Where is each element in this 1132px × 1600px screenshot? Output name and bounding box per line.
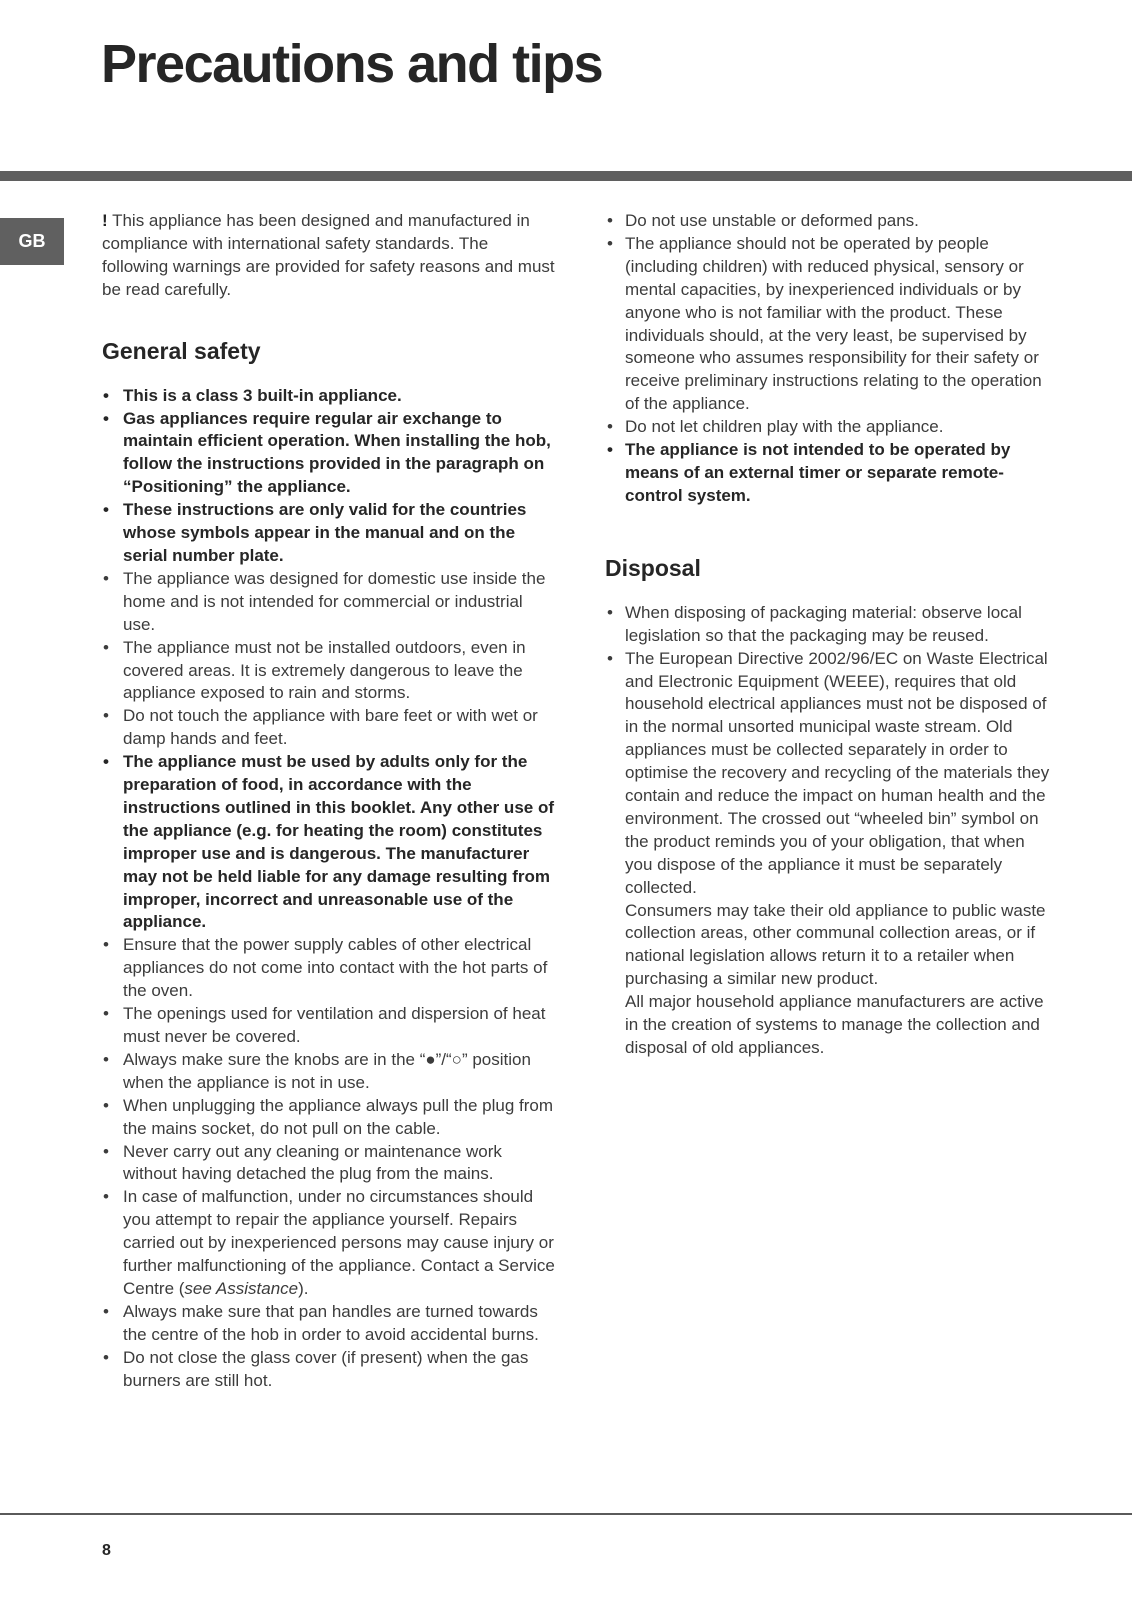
cross-reference: see Assistance [184,1278,299,1298]
list-item: • The appliance is not intended to be operated by means of an external timer or separate remote-control system. [605,439,1055,508]
list-item: • The European Directive 2002/96/EC on Waste Electrical and Electronic Equipment (WEEE), requires that old household electrical appliances must not be disposed of in the normal unsorted municipal waste stream. Old appliances must be collected separately in order to optimise the recovery and recycling of the materials they contain and reduce the impact on human health and the environment. The crossed out “wheeled bin” symbol on the product reminds you of your obligation, that when you dispose of the appliance it must be separately collected. [605,648,1055,900]
list-item: • Always make sure the knobs are in the “●”/“○” position when the appliance is not in use. [102,1049,557,1095]
language-tab: GB [0,218,64,265]
intro-paragraph [102,210,557,302]
page-number: 8 [102,1542,111,1559]
list-item-text-end: ). [298,1278,309,1298]
list-item: • Do not close the glass cover (if present) when the gas burners are still hot. [102,1347,557,1393]
list-item: • Do not use unstable or deformed pans. [605,210,1055,233]
list-item: • When unplugging the appliance always pull the plug from the mains socket, do not pull on the cable. [102,1095,557,1141]
list-item: • Never carry out any cleaning or maintenance work without having detached the plug from the mains. [102,1141,557,1187]
page-title: Precautions and tips [101,34,603,94]
disposal-paragraph: Consumers may take their old appliance to public waste collection areas, other communal collection areas, or if national legislation allows return it to a retailer when purchasing a similar new product. [625,900,1046,989]
disposal-paragraph: All major household appliance manufacturers are active in the creation of systems to manage the collection and disposal of old appliances. [625,992,1044,1057]
list-item: • The openings used for ventilation and dispersion of heat must never be covered. [102,1003,557,1049]
section-heading-disposal: Disposal [605,554,701,581]
section-heading-general-safety: General safety [102,337,261,364]
list-item [102,1186,557,1301]
general-safety-list [102,385,557,1393]
safety-list-continued [605,210,1055,508]
list-item: • Always make sure that pan handles are turned towards the centre of the hob in order to avoid accidental burns. [102,1301,557,1347]
list-item-text: In case of malfunction, under no circumstances should you attempt to repair the appliance yourself. Repairs carried out by inexperienced persons may cause injury or further malfunctioning of the appliance. Contact a Service Centre ( [123,1187,555,1298]
footer-rule [0,1513,1132,1515]
list-item: • Do not let children play with the appliance. [605,416,1055,439]
list-item: • Ensure that the power supply cables of other electrical appliances do not come into contact with the hot parts of the oven. [102,934,557,1003]
list-item: • When disposing of packaging material: observe local legislation so that the packaging may be reused. [605,602,1055,648]
list-item: • These instructions are only valid for the countries whose symbols appear in the manual and on the serial number plate. [102,499,557,568]
intro-text: This appliance has been designed and manufactured in compliance with international safety standards. The following warnings are provided for safety reasons and must be read carefully. [102,211,555,299]
list-item: • The appliance must not be installed outdoors, even in covered areas. It is extremely dangerous to leave the appliance exposed to rain and storms. [102,637,557,706]
header-rule [0,171,1132,181]
left-column [102,210,557,1393]
list-item: • The appliance must be used by adults only for the preparation of food, in accordance with the instructions outlined in this booklet. Any other use of the appliance (e.g. for heating the room) constitutes improper use and is dangerous. The manufacturer may not be held liable for any damage resulting from improper, incorrect and unreasonable use of the appliance. [102,751,557,934]
list-item: • Do not touch the appliance with bare feet or with wet or damp hands and feet. [102,705,557,751]
list-item: • Gas appliances require regular air exchange to maintain efficient operation. When installing the hob, follow the instructions provided in the paragraph on “Positioning” the appliance. [102,408,557,500]
list-item: • The appliance was designed for domestic use inside the home and is not intended for commercial or industrial use. [102,568,557,637]
right-column [605,210,1055,1060]
warning-mark: ! [102,211,108,230]
list-item: • This is a class 3 built-in appliance. [102,385,557,408]
disposal-list [605,602,1055,900]
list-item: • The appliance should not be operated by people (including children) with reduced physical, sensory or mental capacities, by inexperienced individuals or by anyone who is not familiar with the product. These individuals should, at the very least, be supervised by someone who assumes responsibility for their safety or receive preliminary instructions relating to the operation of the appliance. [605,233,1055,416]
